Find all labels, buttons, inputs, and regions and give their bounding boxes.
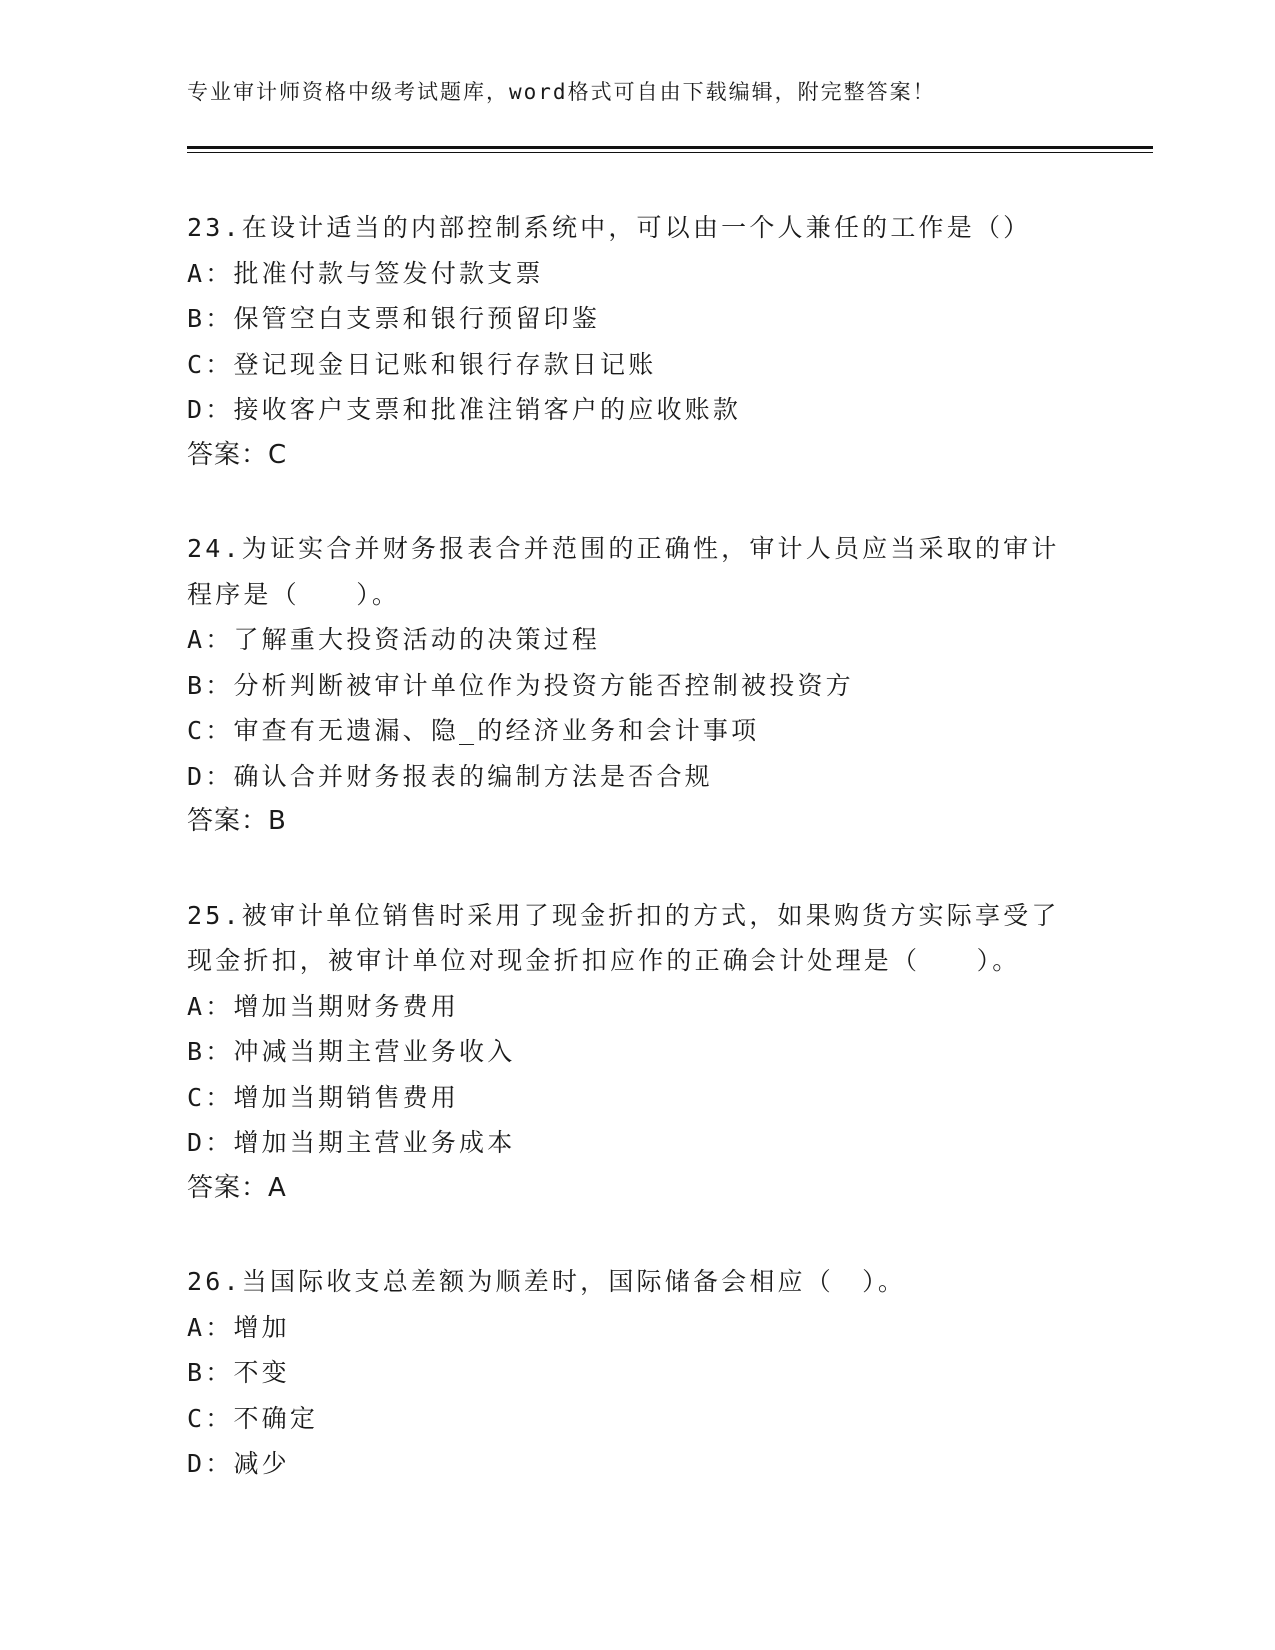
option-b: B：保管空白支票和银行预留印鉴 — [187, 304, 601, 333]
question-stem: 25.被审计单位销售时采用了现金折扣的方式，如果购货方实际享受了 — [187, 900, 1060, 930]
answer: 答案：C — [187, 439, 288, 470]
option-a: A：增加当期财务费用 — [187, 991, 460, 1021]
option-c: C：不确定 — [187, 1403, 319, 1433]
answer: 答案：B — [187, 806, 287, 836]
option-a: A：了解重大投资活动的决策过程 — [187, 625, 601, 654]
option-a: A：增加 — [187, 1312, 290, 1342]
question-stem: 26.当国际收支总差额为顺差时，国际储备会相应（ ）。 — [187, 1267, 907, 1296]
question-list — [187, 205, 1087, 1535]
question-25 — [187, 893, 1087, 1212]
question-24 — [187, 526, 1087, 845]
question-26 — [187, 1259, 1087, 1487]
option-d: D：接收客户支票和批准注销客户的应收账款 — [187, 395, 742, 424]
option-c: C：增加当期销售费用 — [187, 1082, 460, 1112]
question-23 — [187, 205, 1087, 478]
option-a: A：批准付款与签发付款支票 — [187, 258, 544, 288]
question-stem-continued: 程序是（ ）。 — [187, 579, 401, 609]
page-header: 专业审计师资格中级考试题库，word格式可自由下载编辑，附完整答案！ — [187, 80, 936, 104]
question-stem: 24.为证实合并财务报表合并范围的正确性，审计人员应当采取的审计 — [187, 534, 1060, 563]
option-b: B：分析判断被审计单位作为投资方能否控制被投资方 — [187, 670, 854, 700]
option-d: D：增加当期主营业务成本 — [187, 1128, 516, 1157]
option-d: D：确认合并财务报表的编制方法是否合规 — [187, 761, 713, 791]
option-c: C：审查有无遗漏、隐_的经济业务和会计事项 — [187, 716, 760, 745]
option-b: B：冲减当期主营业务收入 — [187, 1037, 516, 1066]
option-d: D：减少 — [187, 1449, 290, 1478]
question-stem: 23.在设计适当的内部控制系统中，可以由一个人兼任的工作是（） — [187, 213, 1032, 242]
question-stem-continued: 现金折扣，被审计单位对现金折扣应作的正确会计处理是（ ）。 — [187, 946, 1021, 975]
header-rule-thin — [187, 152, 1153, 153]
option-b: B：不变 — [187, 1358, 290, 1387]
header-rule-thick — [187, 146, 1153, 149]
answer: 答案：A — [187, 1172, 287, 1203]
option-c: C：登记现金日记账和银行存款日记账 — [187, 349, 657, 379]
